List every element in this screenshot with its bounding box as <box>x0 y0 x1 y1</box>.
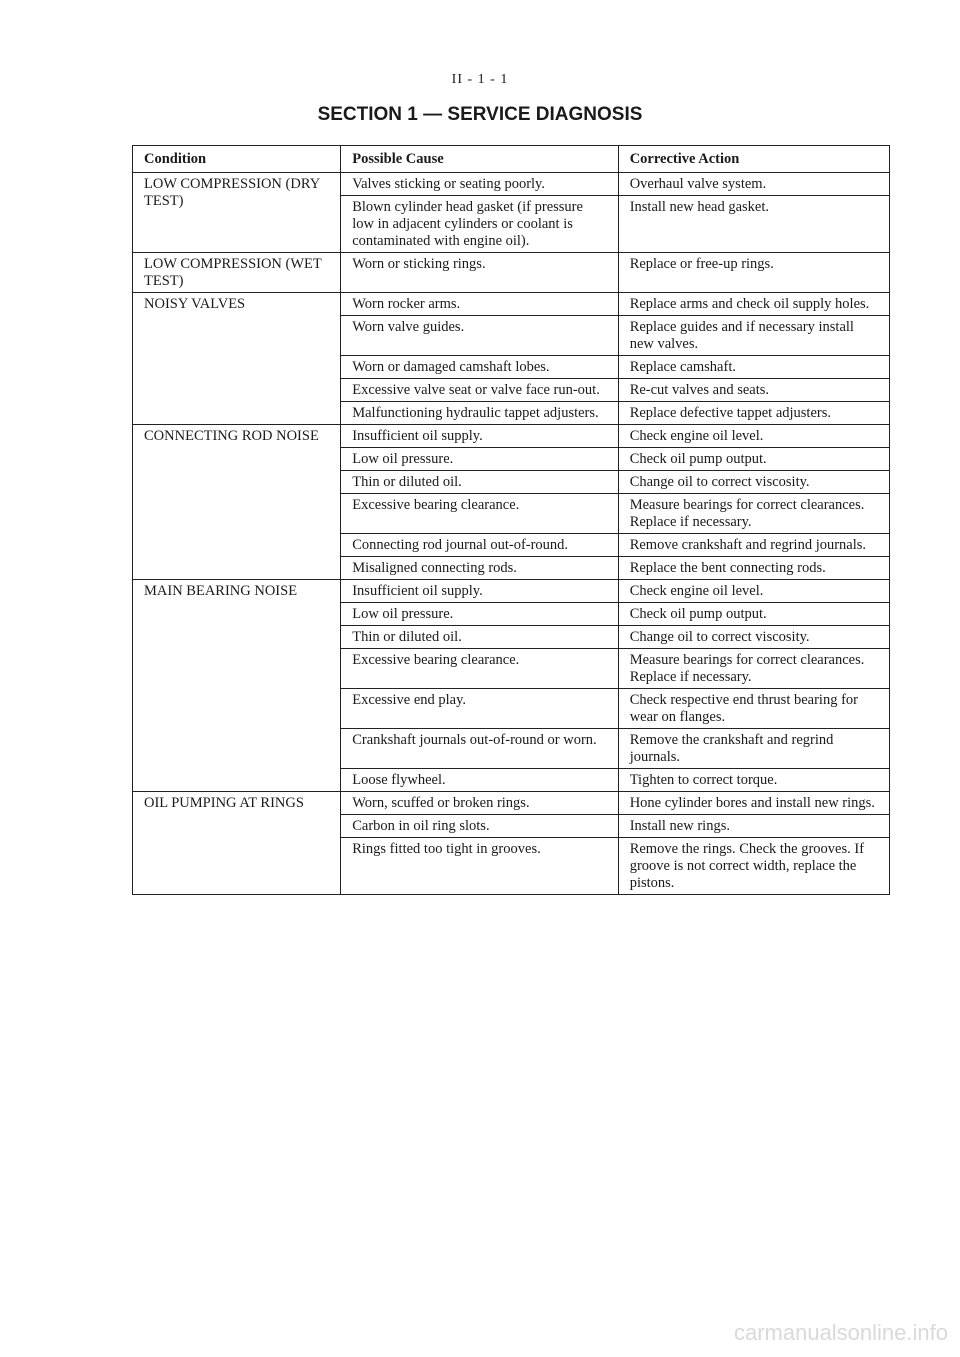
corrective-action-cell: Check engine oil level. <box>618 580 889 603</box>
corrective-action-cell: Change oil to correct viscosity. <box>618 471 889 494</box>
possible-cause-cell: Worn, scuffed or broken rings. <box>341 792 618 815</box>
corrective-action-cell: Remove the crankshaft and regrind journals. <box>618 729 889 769</box>
possible-cause-cell: Worn rocker arms. <box>341 293 618 316</box>
corrective-action-cell: Replace arms and check oil supply holes. <box>618 293 889 316</box>
corrective-action-cell: Install new rings. <box>618 815 889 838</box>
header-possible-cause: Possible Cause <box>341 146 618 173</box>
corrective-action-cell: Measure bearings for correct clearances. Replace if necessary. <box>618 494 889 534</box>
corrective-action-cell: Replace the bent connecting rods. <box>618 557 889 580</box>
possible-cause-cell: Excessive bearing clearance. <box>341 649 618 689</box>
condition-cell: CONNECTING ROD NOISE <box>133 425 341 580</box>
possible-cause-cell: Thin or diluted oil. <box>341 626 618 649</box>
header-corrective-action: Corrective Action <box>618 146 889 173</box>
table-row <box>133 293 890 316</box>
corrective-action-cell: Check oil pump output. <box>618 448 889 471</box>
possible-cause-cell: Excessive end play. <box>341 689 618 729</box>
possible-cause-cell: Low oil pressure. <box>341 603 618 626</box>
possible-cause-cell: Thin or diluted oil. <box>341 471 618 494</box>
condition-cell: LOW COMPRESSION (DRY TEST) <box>133 173 341 253</box>
corrective-action-cell: Replace guides and if necessary install new valves. <box>618 316 889 356</box>
table-row <box>133 253 890 293</box>
table-body <box>133 173 890 895</box>
possible-cause-cell: Excessive bearing clearance. <box>341 494 618 534</box>
table-row <box>133 425 890 448</box>
possible-cause-cell: Blown cylinder head gasket (if pressure low in adjacent cylinders or coolant is contaminated with engine oil). <box>341 196 618 253</box>
corrective-action-cell: Replace or free-up rings. <box>618 253 889 293</box>
footer-watermark: carmanualsonline.info <box>733 1320 948 1345</box>
section-title: SECTION 1 — SERVICE DIAGNOSIS <box>317 104 643 125</box>
possible-cause-cell: Rings fitted too tight in grooves. <box>341 838 618 895</box>
corrective-action-cell: Remove crankshaft and regrind journals. <box>618 534 889 557</box>
corrective-action-cell: Replace camshaft. <box>618 356 889 379</box>
possible-cause-cell: Insufficient oil supply. <box>341 425 618 448</box>
page-number: II - 1 - 1 <box>451 72 509 87</box>
possible-cause-cell: Excessive valve seat or valve face run-out. <box>341 379 618 402</box>
possible-cause-cell: Misaligned connecting rods. <box>341 557 618 580</box>
corrective-action-cell: Hone cylinder bores and install new rings. <box>618 792 889 815</box>
possible-cause-cell: Loose flywheel. <box>341 769 618 792</box>
table-row <box>133 173 890 196</box>
possible-cause-cell: Worn valve guides. <box>341 316 618 356</box>
corrective-action-cell: Check oil pump output. <box>618 603 889 626</box>
corrective-action-cell: Check engine oil level. <box>618 425 889 448</box>
condition-cell: NOISY VALVES <box>133 293 341 425</box>
possible-cause-cell: Valves sticking or seating poorly. <box>341 173 618 196</box>
possible-cause-cell: Worn or damaged camshaft lobes. <box>341 356 618 379</box>
possible-cause-cell: Insufficient oil supply. <box>341 580 618 603</box>
condition-cell: MAIN BEARING NOISE <box>133 580 341 792</box>
table-header-row <box>133 146 890 173</box>
corrective-action-cell: Install new head gasket. <box>618 196 889 253</box>
corrective-action-cell: Re-cut valves and seats. <box>618 379 889 402</box>
table-row <box>133 580 890 603</box>
possible-cause-cell: Carbon in oil ring slots. <box>341 815 618 838</box>
corrective-action-cell: Tighten to correct torque. <box>618 769 889 792</box>
possible-cause-cell: Connecting rod journal out-of-round. <box>341 534 618 557</box>
corrective-action-cell: Overhaul valve system. <box>618 173 889 196</box>
corrective-action-cell: Measure bearings for correct clearances. Replace if necessary. <box>618 649 889 689</box>
table-row <box>133 792 890 815</box>
corrective-action-cell: Remove the rings. Check the grooves. If groove is not correct width, replace the pistons. <box>618 838 889 895</box>
header-condition: Condition <box>133 146 341 173</box>
condition-cell: LOW COMPRESSION (WET TEST) <box>133 253 341 293</box>
corrective-action-cell: Change oil to correct viscosity. <box>618 626 889 649</box>
service-diagnosis-table <box>132 145 890 895</box>
possible-cause-cell: Worn or sticking rings. <box>341 253 618 293</box>
possible-cause-cell: Low oil pressure. <box>341 448 618 471</box>
corrective-action-cell: Replace defective tappet adjusters. <box>618 402 889 425</box>
possible-cause-cell: Malfunctioning hydraulic tappet adjusters. <box>341 402 618 425</box>
condition-cell: OIL PUMPING AT RINGS <box>133 792 341 895</box>
corrective-action-cell: Check respective end thrust bearing for wear on flanges. <box>618 689 889 729</box>
possible-cause-cell: Crankshaft journals out-of-round or worn. <box>341 729 618 769</box>
